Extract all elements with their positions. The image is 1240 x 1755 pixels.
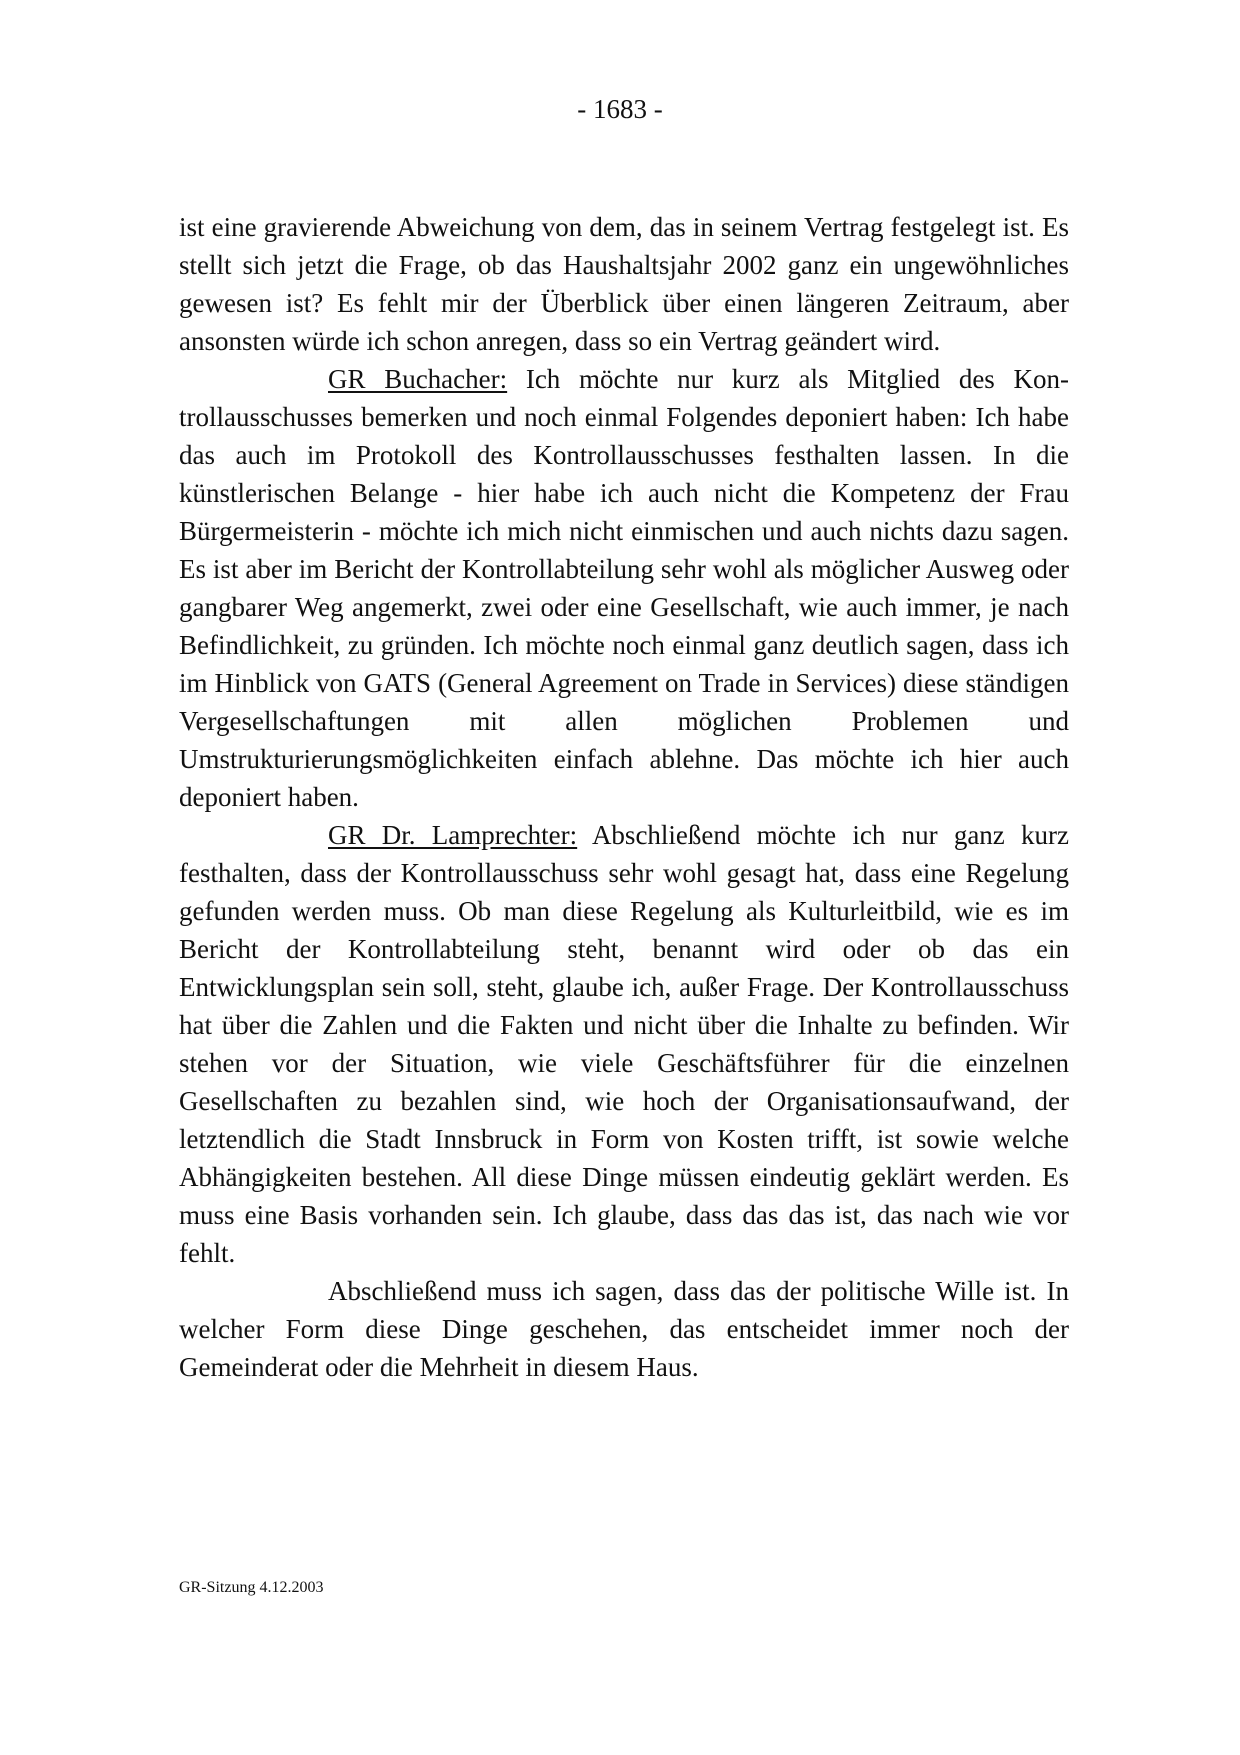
paragraph-text: ist eine gravierende Abweichung von dem, das in seinem Vertrag festgelegt ist. Es stellt sich jetzt die Frage, ob das Haushaltsjahr 2002 ganz ein ungewöhnliches gewesen ist? Es fehlt mir der Überblick über einen längeren Zeitraum, aber ansonsten würde ich schon anregen, dass so ein Vertrag geändert wird. (179, 212, 1069, 356)
page-number: - 1683 - (577, 94, 663, 124)
paragraph-speaker-buchacher (179, 360, 1069, 816)
speaker-name: GR Dr. Lamprechter: (328, 820, 578, 850)
document-body (179, 208, 1069, 1386)
paragraph-speaker-lamprechter (179, 816, 1069, 1272)
paragraph-continuation (179, 208, 1069, 360)
paragraph-text: Ich möchte nur kurz als Mitglied des Kontrollausschusses bemerken und noch einmal Folgendes deponiert haben: Ich habe das auch im Protokoll des Kontrollausschusses festhalten lassen. In die künstlerischen Belange - hier habe ich auch nicht die Kompetenz der Frau Bürgermeisterin - möchte ich mich nicht einmischen und auch nichts dazu sagen. Es ist aber im Bericht der Kontrollabteilung sehr wohl als möglicher Ausweg oder gangbarer Weg angemerkt, zwei oder eine Gesellschaft, wie auch immer, je nach Befindlichkeit, zu gründen. Ich möchte noch einmal ganz deutlich sagen, dass ich im Hinblick von GATS (General Agreement on Trade in Services) diese ständigen Vergesellschaftungen mit allen möglichen Problemen und Umstrukturierungsmöglichkeiten einfach ablehne. Das möchte ich hier auch deponiert haben. (179, 364, 1069, 812)
speaker-name: GR Buchacher: (328, 364, 508, 394)
paragraph-closing (179, 1272, 1069, 1386)
footer-session-date: GR-Sitzung 4.12.2003 (179, 1579, 324, 1596)
paragraph-text: Abschließend möchte ich nur ganz kurz festhalten, dass der Kontrollausschuss sehr wohl gesagt hat, dass eine Regelung gefunden werden muss. Ob man diese Regelung als Kulturleitbild, wie es im Bericht der Kontrollabteilung steht, benannt wird oder ob das ein Entwicklungsplan sein soll, steht, glaube ich, außer Frage. Der Kontrollausschuss hat über die Zahlen und die Fakten und nicht über die Inhalte zu befinden. Wir stehen vor der Situation, wie viele Geschäftsführer für die einzelnen Gesellschaften zu bezahlen sind, wie hoch der Organisationsaufwand, der letztendlich die Stadt Innsbruck in Form von Kosten trifft, ist sowie welche Abhängigkeiten bestehen. All diese Dinge müssen eindeutig geklärt werden. Es muss eine Basis vorhanden sein. Ich glaube, dass das das ist, das nach wie vor fehlt. (179, 820, 1069, 1268)
paragraph-text: Abschließend muss ich sagen, dass das der politische Wille ist. In welcher Form diese Dinge geschehen, das entscheidet immer noch der Gemeinderat oder die Mehrheit in diesem Haus. (179, 1276, 1069, 1382)
